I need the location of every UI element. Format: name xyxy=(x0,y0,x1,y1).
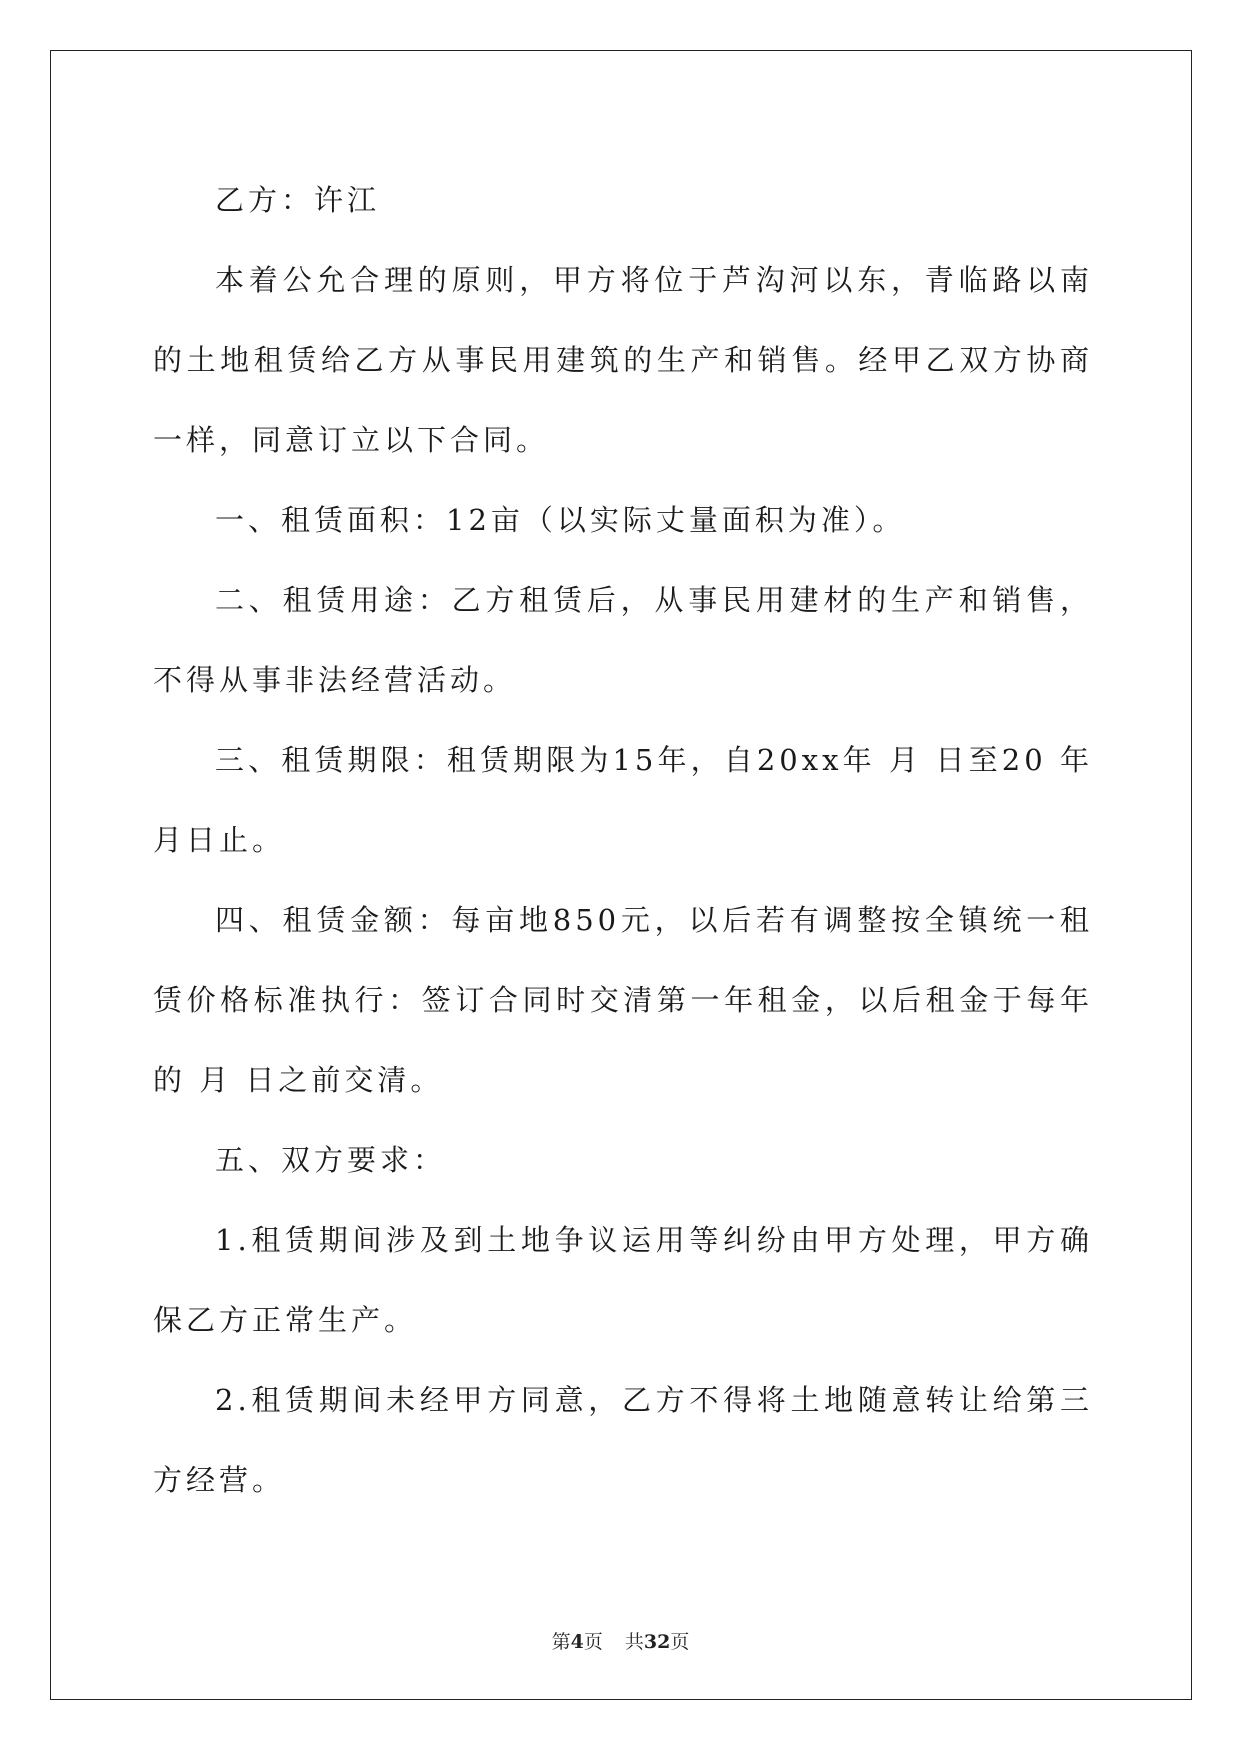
paragraph-requirements-heading: 五、双方要求： xyxy=(215,1143,447,1177)
footer-total-pages: 32 xyxy=(643,1631,671,1653)
paragraph-requirement-2: 2.租赁期间未经甲方同意，乙方不得将土地随意转让给第三方经营。 xyxy=(153,1383,1093,1497)
paragraph-lease-term: 三、租赁期限：租赁期限为15年，自20xx年 月 日至20 年 月日止。 xyxy=(153,743,1093,857)
paragraph-party-b: 乙方：许江 xyxy=(215,183,381,217)
page-footer xyxy=(0,1627,1241,1654)
footer-page-suffix: 页 xyxy=(583,1631,603,1653)
document-body xyxy=(153,160,1093,1520)
footer-page-prefix: 第 xyxy=(551,1631,571,1653)
paragraph-requirement-1: 1.租赁期间涉及到土地争议运用等纠纷由甲方处理，甲方确保乙方正常生产。 xyxy=(153,1223,1093,1337)
footer-total-suffix: 页 xyxy=(670,1631,690,1653)
footer-total-prefix: 共 xyxy=(624,1631,644,1653)
footer-page-number: 4 xyxy=(570,1631,584,1653)
paragraph-lease-purpose: 二、租赁用途：乙方租赁后，从事民用建材的生产和销售，不得从事非法经营活动。 xyxy=(153,583,1093,697)
paragraph-lease-area: 一、租赁面积：12亩（以实际丈量面积为准）。 xyxy=(215,503,906,537)
paragraph-preamble: 本着公允合理的原则，甲方将位于芦沟河以东，青临路以南的土地租赁给乙方从事民用建筑的生产和销售。经甲乙双方协商一样，同意订立以下合同。 xyxy=(153,263,1093,457)
paragraph-lease-amount: 四、租赁金额：每亩地850元，以后若有调整按全镇统一租赁价格标准执行：签订合同时交清第一年租金，以后租金于每年的 月 日之前交清。 xyxy=(153,903,1093,1097)
